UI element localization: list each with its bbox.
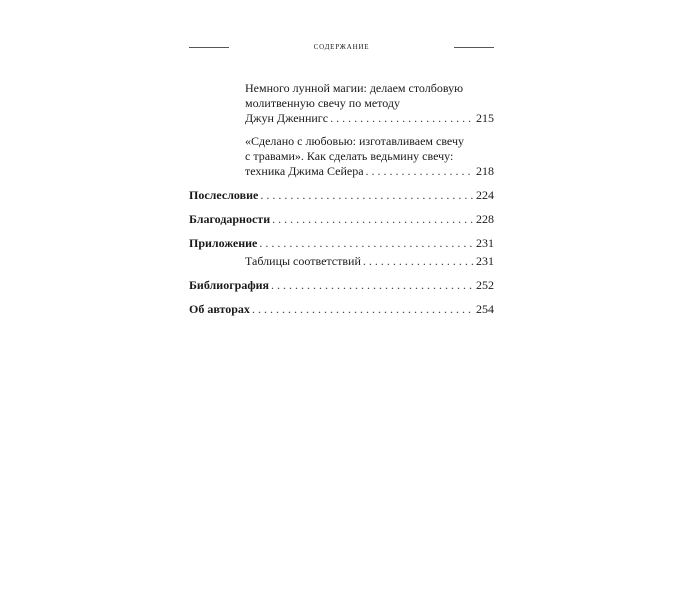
toc-entry-text: Таблицы соответствий: [245, 254, 361, 268]
dot-leader: [252, 302, 474, 317]
header-rule-right: [454, 47, 494, 48]
toc-entry-text: с травами». Как сделать ведьмину свечу:: [245, 149, 454, 163]
dot-leader: [271, 278, 474, 293]
dot-leader: [259, 236, 474, 251]
dot-leader: [260, 188, 474, 203]
page-number: 228: [476, 212, 494, 226]
page-title: содержание: [313, 41, 370, 52]
page-number: 254: [476, 302, 494, 316]
toc-entry-title: Библиография: [189, 278, 270, 292]
toc-entry-afterword: [189, 188, 494, 203]
toc-entry-bibliography: [189, 278, 494, 293]
toc-entry-text: Немного лунной магии: делаем столбовую: [245, 81, 464, 95]
toc-entry-title: Послесловие: [189, 188, 259, 202]
page-number: 215: [476, 111, 494, 125]
toc-entry-title: Благодарности: [189, 212, 271, 226]
dot-leader: [272, 212, 474, 227]
toc-entry-authors: [189, 302, 494, 317]
toc-entry-text: «Сделано с любовью: изготавливаем свечу: [245, 134, 464, 148]
toc-entry-text: молитвенную свечу по методу: [245, 96, 400, 110]
dot-leader: [363, 254, 474, 269]
dot-leader: [366, 164, 474, 179]
page-number: 231: [476, 254, 494, 268]
dot-leader: [330, 111, 474, 126]
toc-entry-tables: [189, 254, 494, 269]
toc-entry-title: Приложение: [189, 236, 258, 250]
page-number: 218: [476, 164, 494, 178]
toc-entry-appendix: [189, 236, 494, 251]
page-number: 252: [476, 278, 494, 292]
toc-entry-lunar-magic: [189, 81, 494, 126]
toc-entry-text: Джун Дженнигс: [245, 111, 329, 125]
toc-entry-thanks: [189, 212, 494, 227]
toc-entry-made-with-love: [189, 134, 494, 179]
toc-entry-text: техника Джима Сейера: [245, 164, 364, 178]
toc-entry-title: Об авторах: [189, 302, 250, 316]
page-number: 224: [476, 188, 494, 202]
page-number: 231: [476, 236, 494, 250]
table-of-contents: [189, 81, 494, 317]
running-header: [189, 39, 494, 55]
